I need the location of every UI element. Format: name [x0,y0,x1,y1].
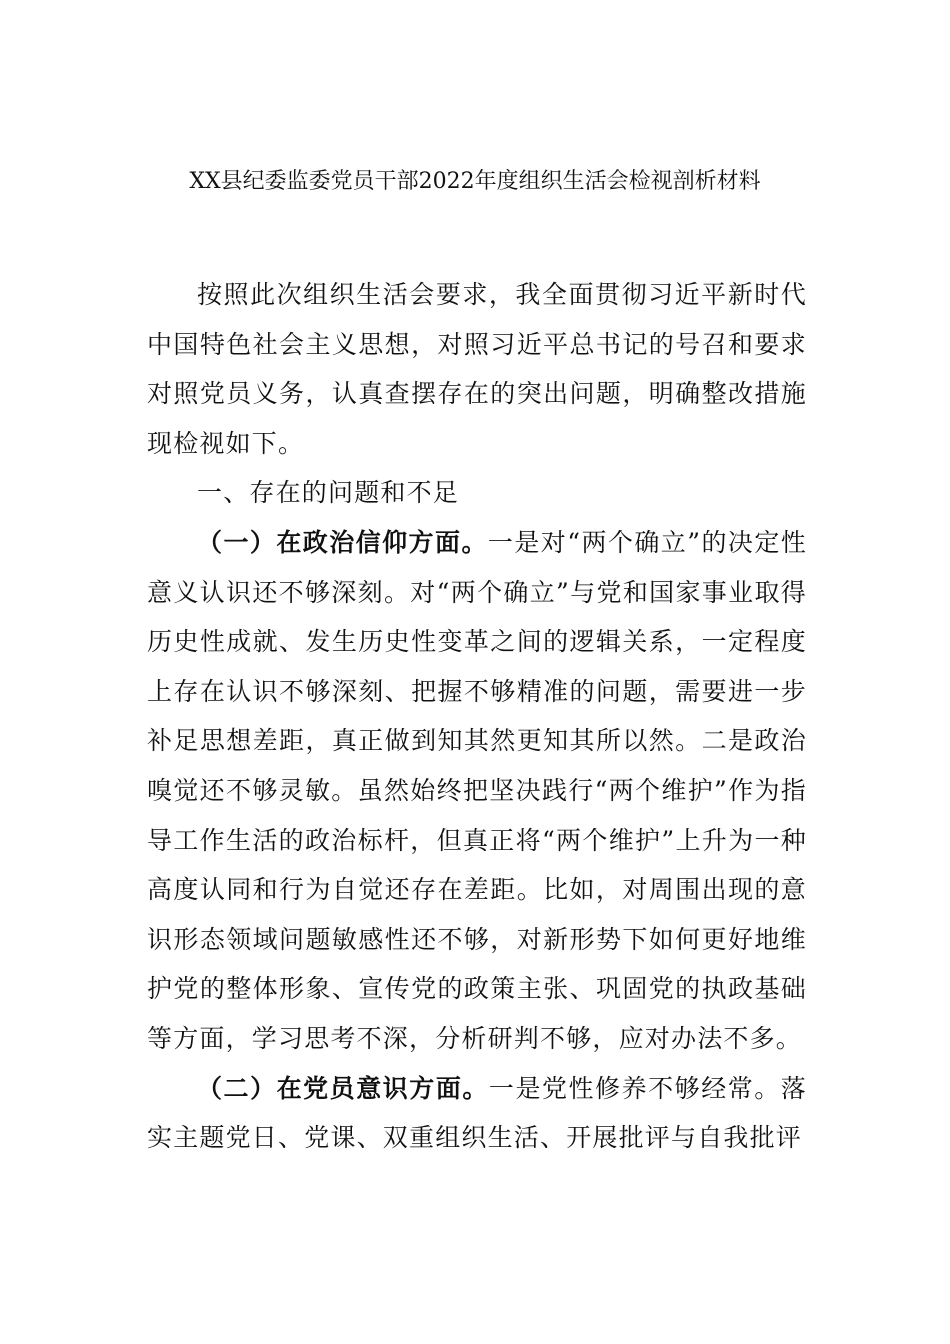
section-heading-problems: 一、存在的问题和不足 [197,478,460,508]
document-body [147,270,807,1163]
document-title: XX县纪委监委党员干部2022年度组织生活会检视剖析材料 [189,169,761,194]
subsection-party-awareness [147,1064,807,1163]
subsection-text-political-belief: 一是对“两个确立”的决定性意义认识还不够深刻。对“两个确立”与党和国家事业取得历史性成就、发生历史性变革之间的逻辑关系，一定程度上存在认识不够深刻、把握不够精准的问题，需要进一步补足思想差距，真正做到知其然更知其所以然。二是政治嗅觉还不够灵敏。虽然始终把坚决践行“两个维护”作为指导工作生活的政治标杆，但真正将“两个维护”上升为一种高度认同和行为自觉还存在差距。比如，对周围出现的意识形态领域问题敏感性还不够，对新形势下如何更好地维护党的整体形象、宣传党的政策主张、巩固党的执政基础等方面，学习思考不深，分析研判不够，应对办法不多。 [147,527,808,1053]
subsection-text-party-awareness: 一是党性修养不够经常。落实主题党日、党课、双重组织生活、开展批评与自我批评 [147,1073,808,1153]
subsection-political-belief [147,518,807,1064]
subsection-heading-party-awareness: （二）在党员意识方面。 [197,1073,489,1103]
intro-paragraph: 按照此次组织生活会要求，我全面贯彻习近平新时代中国特色社会主义思想，对照习近平总书记的号召和要求对照党员义务，认真查摆存在的突出问题，明确整改措施现检视如下。 [147,280,807,458]
subsection-heading-political-belief: （一）在政治信仰方面。 [197,527,488,557]
